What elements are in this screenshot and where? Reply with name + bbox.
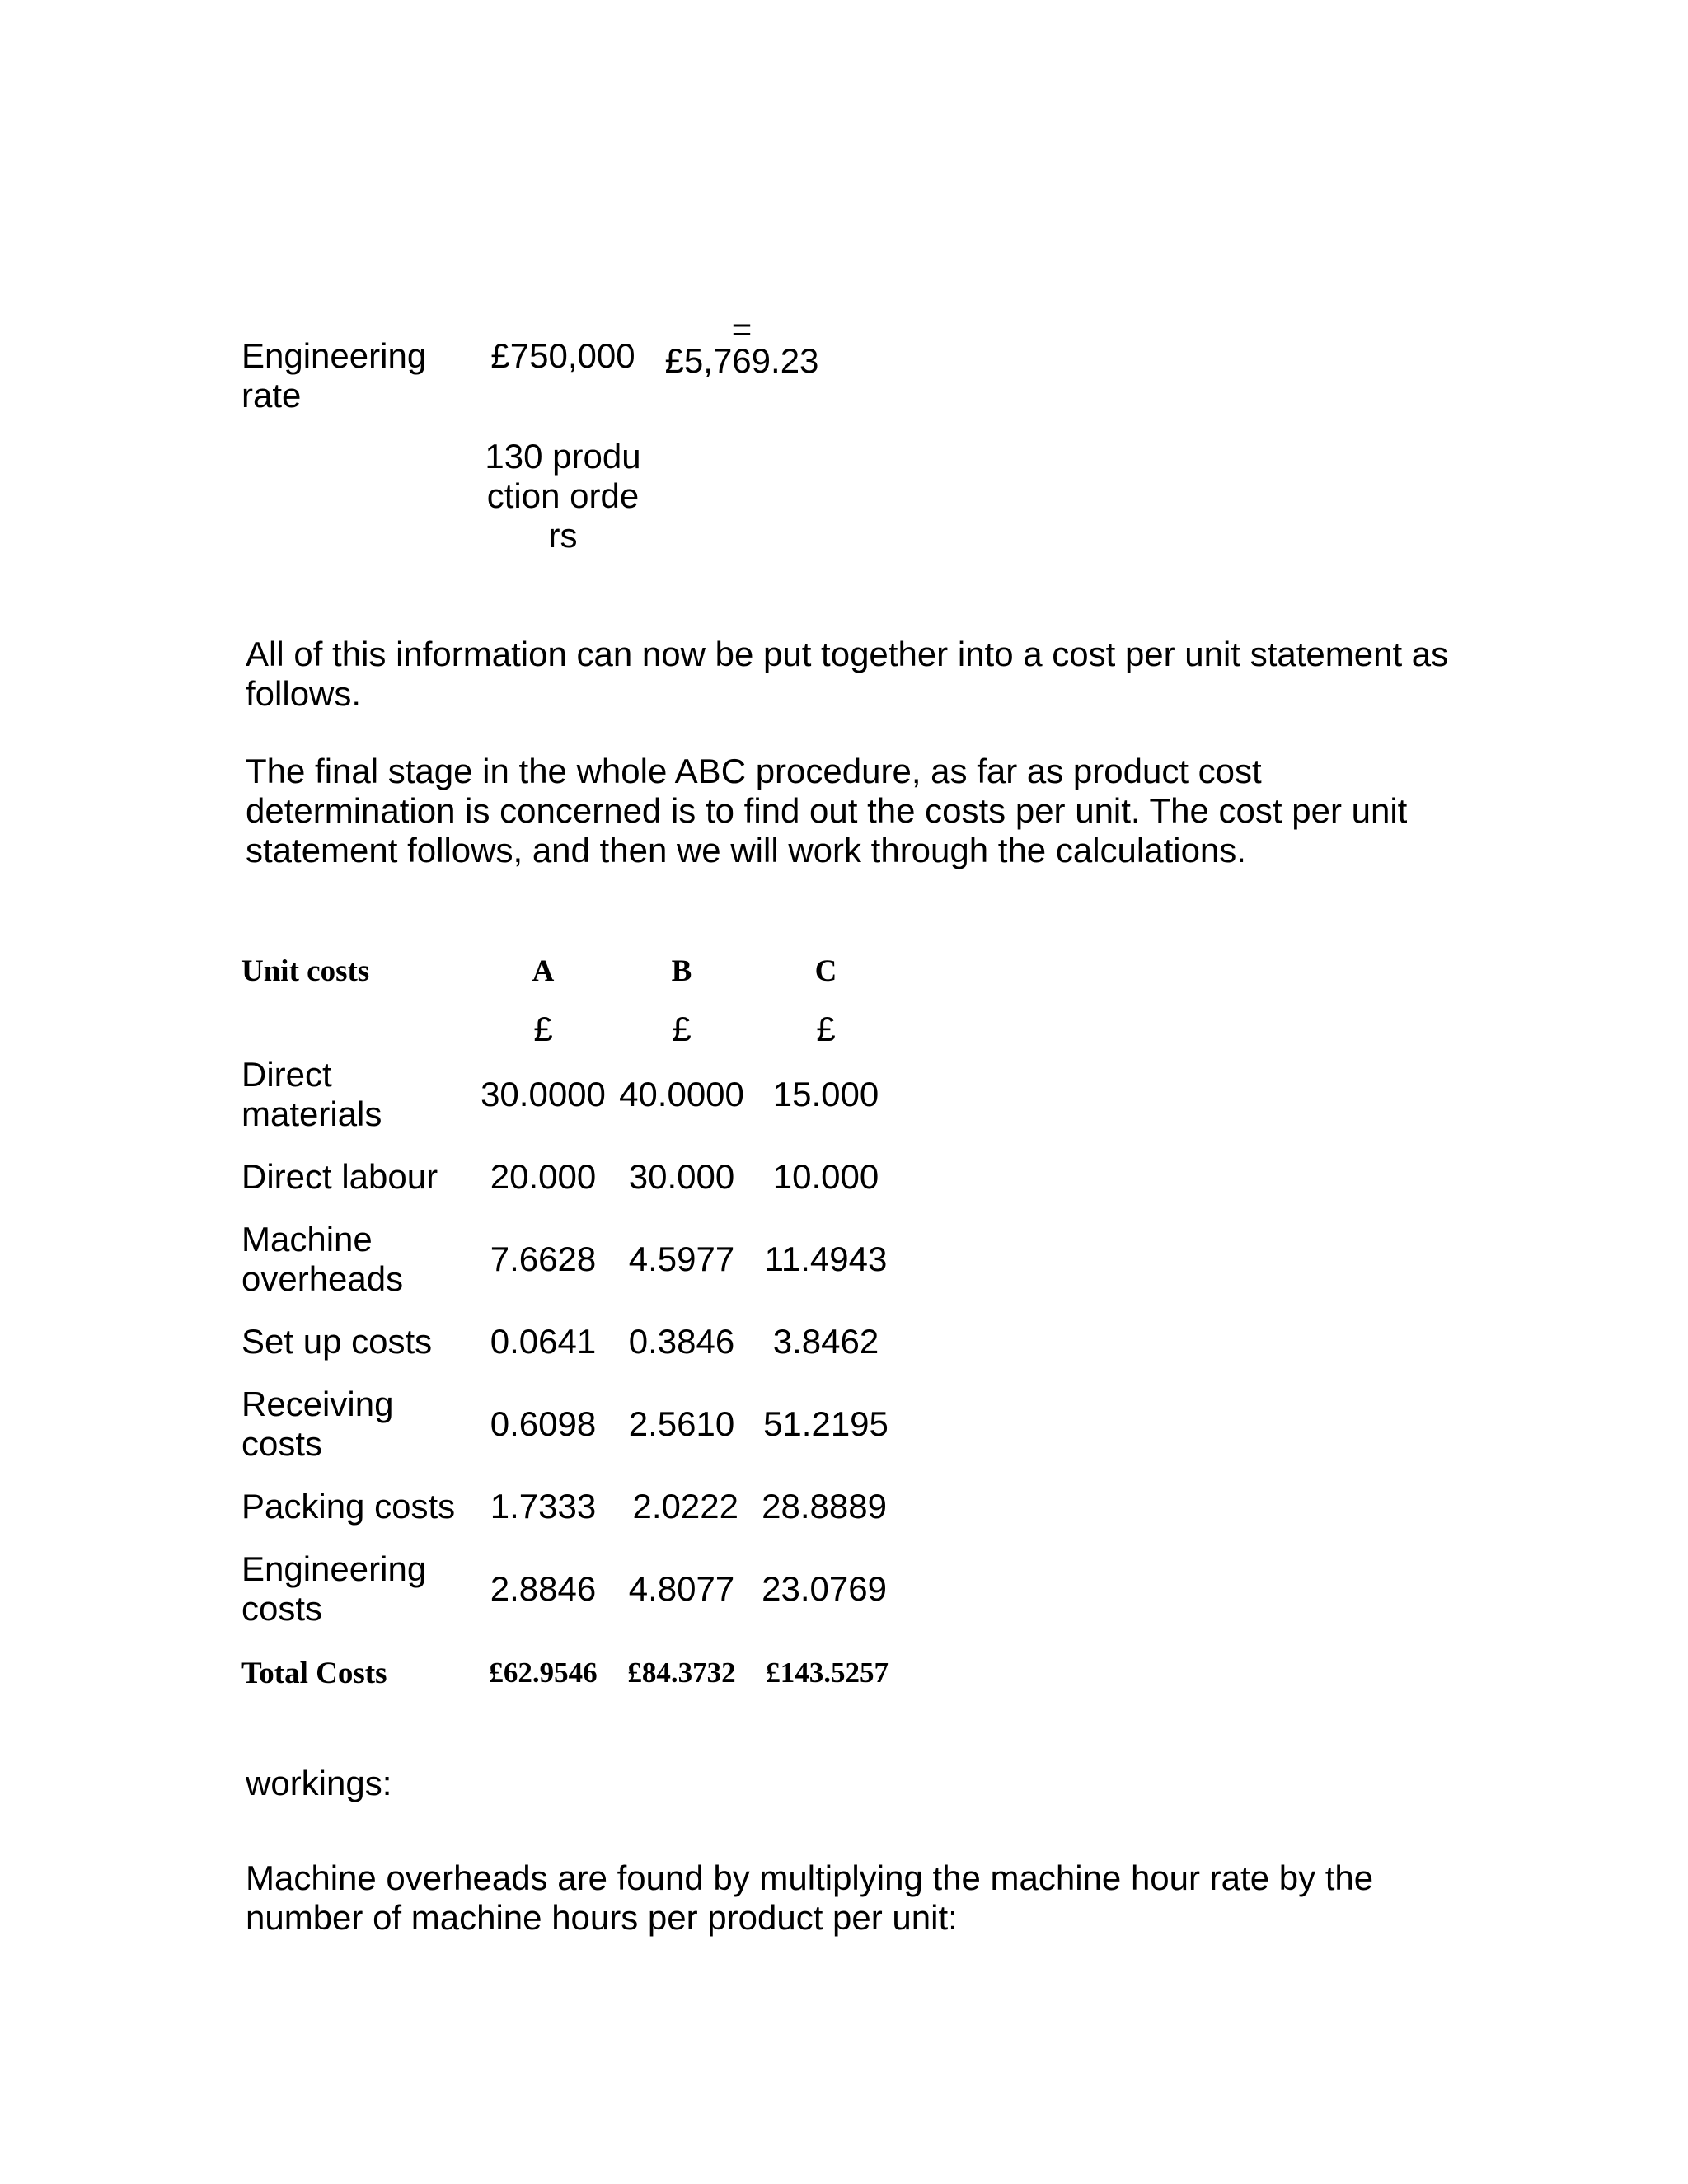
workings-heading: workings: xyxy=(246,1764,392,1802)
row-label-machine-overheads: Machine overheads xyxy=(241,1220,404,1298)
total-a: £62.9546 xyxy=(489,1657,598,1689)
row-label-packing-costs: Packing costs xyxy=(241,1487,456,1526)
cell-a: 1.7333 xyxy=(490,1487,597,1526)
cell-a: 20.000 xyxy=(490,1157,597,1196)
table-header-label: Unit costs xyxy=(241,954,370,988)
cell-c: 23.0769 xyxy=(762,1569,887,1608)
cell-b: 40.0000 xyxy=(619,1075,744,1113)
total-costs-label: Total Costs xyxy=(241,1656,387,1690)
cell-c: 15.000 xyxy=(772,1075,879,1113)
machine-overheads-paragraph: Machine overheads are found by multiplying the machine hour rate by the number of machine hours per product per unit: xyxy=(246,1858,1374,1937)
cell-c: 3.8462 xyxy=(772,1322,879,1361)
cell-c: 51.2195 xyxy=(763,1404,889,1443)
currency-a: £ xyxy=(533,1010,553,1048)
engineering-numerator: £750,000 xyxy=(490,336,635,375)
cell-b: 0.3846 xyxy=(628,1322,735,1361)
procedure-paragraph: The final stage in the whole ABC procedure, as far as product cost determination is concerned is to find out the costs per unit. The cost per unit statement follows, and then we will work through the calculations. xyxy=(246,752,1408,869)
cell-c: 28.8889 xyxy=(762,1487,887,1526)
intro-paragraph: All of this information can now be put together into a cost per unit statement as follows. xyxy=(246,635,1449,713)
cell-b: 2.0222 xyxy=(632,1487,738,1526)
cell-b: 30.000 xyxy=(628,1157,735,1196)
cell-a: 0.0641 xyxy=(490,1322,597,1361)
table-header-b: B xyxy=(671,954,692,988)
row-label-set-up-costs: Set up costs xyxy=(241,1322,433,1361)
cell-a: 0.6098 xyxy=(490,1404,597,1443)
row-label-direct-labour: Direct labour xyxy=(241,1157,438,1196)
cell-b: 4.8077 xyxy=(628,1569,735,1608)
row-label-receiving-costs: Receiving costs xyxy=(241,1385,394,1463)
table-header-a: A xyxy=(532,954,555,988)
cell-a: 30.0000 xyxy=(481,1075,606,1113)
currency-c: £ xyxy=(816,1010,836,1048)
engineering-result-block xyxy=(659,310,824,380)
cell-b: 4.5977 xyxy=(628,1240,735,1278)
engineering-rate-label: Engineering rate xyxy=(241,336,427,415)
cell-a: 2.8846 xyxy=(490,1569,597,1608)
engineering-denominator: 130 production orders xyxy=(485,437,641,555)
cell-a: 7.6628 xyxy=(490,1240,597,1278)
total-c: £143.5257 xyxy=(766,1657,889,1689)
currency-b: £ xyxy=(672,1010,692,1048)
equals-sign: = xyxy=(731,310,753,349)
cell-b: 2.5610 xyxy=(628,1404,735,1443)
cell-c: 10.000 xyxy=(772,1157,879,1196)
total-b: £84.3732 xyxy=(627,1657,736,1689)
cell-c: 11.4943 xyxy=(764,1240,888,1278)
table-header-c: C xyxy=(814,954,837,988)
row-label-direct-materials: Direct materials xyxy=(241,1055,382,1133)
engineering-result: £5,769.23 xyxy=(664,341,819,380)
row-label-engineering-costs: Engineering costs xyxy=(241,1549,427,1628)
